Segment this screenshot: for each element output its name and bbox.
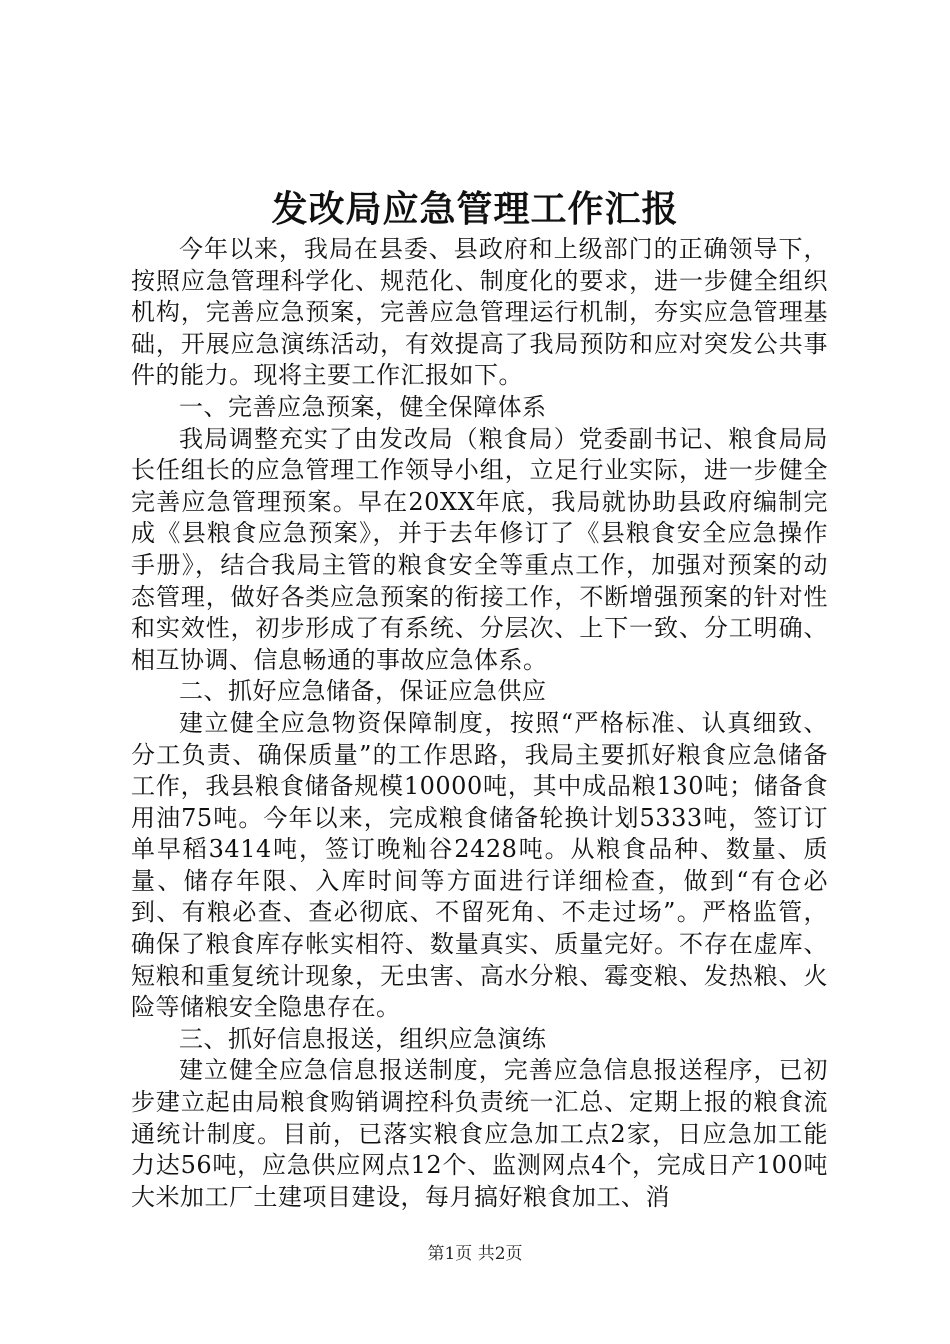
section-heading-1: 一、完善应急预案，健全保障体系 xyxy=(179,392,547,421)
document-title: 发改局应急管理工作汇报 xyxy=(271,188,679,230)
section-heading-3: 三、抓好信息报送，组织应急演练 xyxy=(179,1024,547,1053)
section-2-paragraph: 建立健全应急物资保障制度，按照“严格标准、认真细致、分工负责、确保质量”的工作思路，我局主要抓好粮食应急储备工作，我县粮食储备规模10000吨，其中成品粮130吨；储备食用油75吨。今年以来，完成粮食储备轮换计划5333吨，签订订单早稻3414吨，签订晚籼谷2428吨。从粮食品种、数量、质量、储存年限、入库时间等方面进行详细检查，做到“有仓必到、有粮必查、查必彻底、不留死角、不走过场”。严格监管，确保了粮食库存帐实相符、数量真实、质量完好。不存在虚库、短粮和重复统计现象，无虫害、高水分粮、霉变粮、发热粮、火险等储粮安全隐患存在。 xyxy=(131,708,828,1022)
section-heading-2: 二、抓好应急储备，保证应急供应 xyxy=(179,677,547,706)
intro-paragraph: 今年以来，我局在县委、县政府和上级部门的正确领导下，按照应急管理科学化、规范化、制度化的要求，进一步健全组织机构，完善应急预案，完善应急管理运行机制，夯实应急管理基础，开展应急演练活动，有效提高了我局预防和应对突发公共事件的能力。现将主要工作汇报如下。 xyxy=(131,235,828,390)
page-number-footer: 第1页 共2页 xyxy=(427,1244,523,1264)
section-3-paragraph: 建立健全应急信息报送制度，完善应急信息报送程序，已初步建立起由局粮食购销调控科负责统一汇总、定期上报的粮食流通统计制度。目前，已落实粮食应急加工点2家，日应急加工能力达56吨，应急供应网点12个、监测网点4个，完成日产100吨大米加工厂土建项目建设，每月搞好粮食加工、消 xyxy=(131,1056,828,1211)
document-body xyxy=(131,234,828,1213)
section-1-paragraph: 我局调整充实了由发改局（粮食局）党委副书记、粮食局局长任组长的应急管理工作领导小组，立足行业实际，进一步健全完善应急管理预案。早在20XX年底，我局就协助县政府编制完成《县粮食应急预案》，并于去年修订了《县粮食安全应急操作手册》，结合我局主管的粮食安全等重点工作，加强对预案的动态管理，做好各类应急预案的衔接工作，不断增强预案的针对性和实效性，初步形成了有系统、分层次、上下一致、分工明确、相互协调、信息畅通的事故应急体系。 xyxy=(131,424,828,674)
